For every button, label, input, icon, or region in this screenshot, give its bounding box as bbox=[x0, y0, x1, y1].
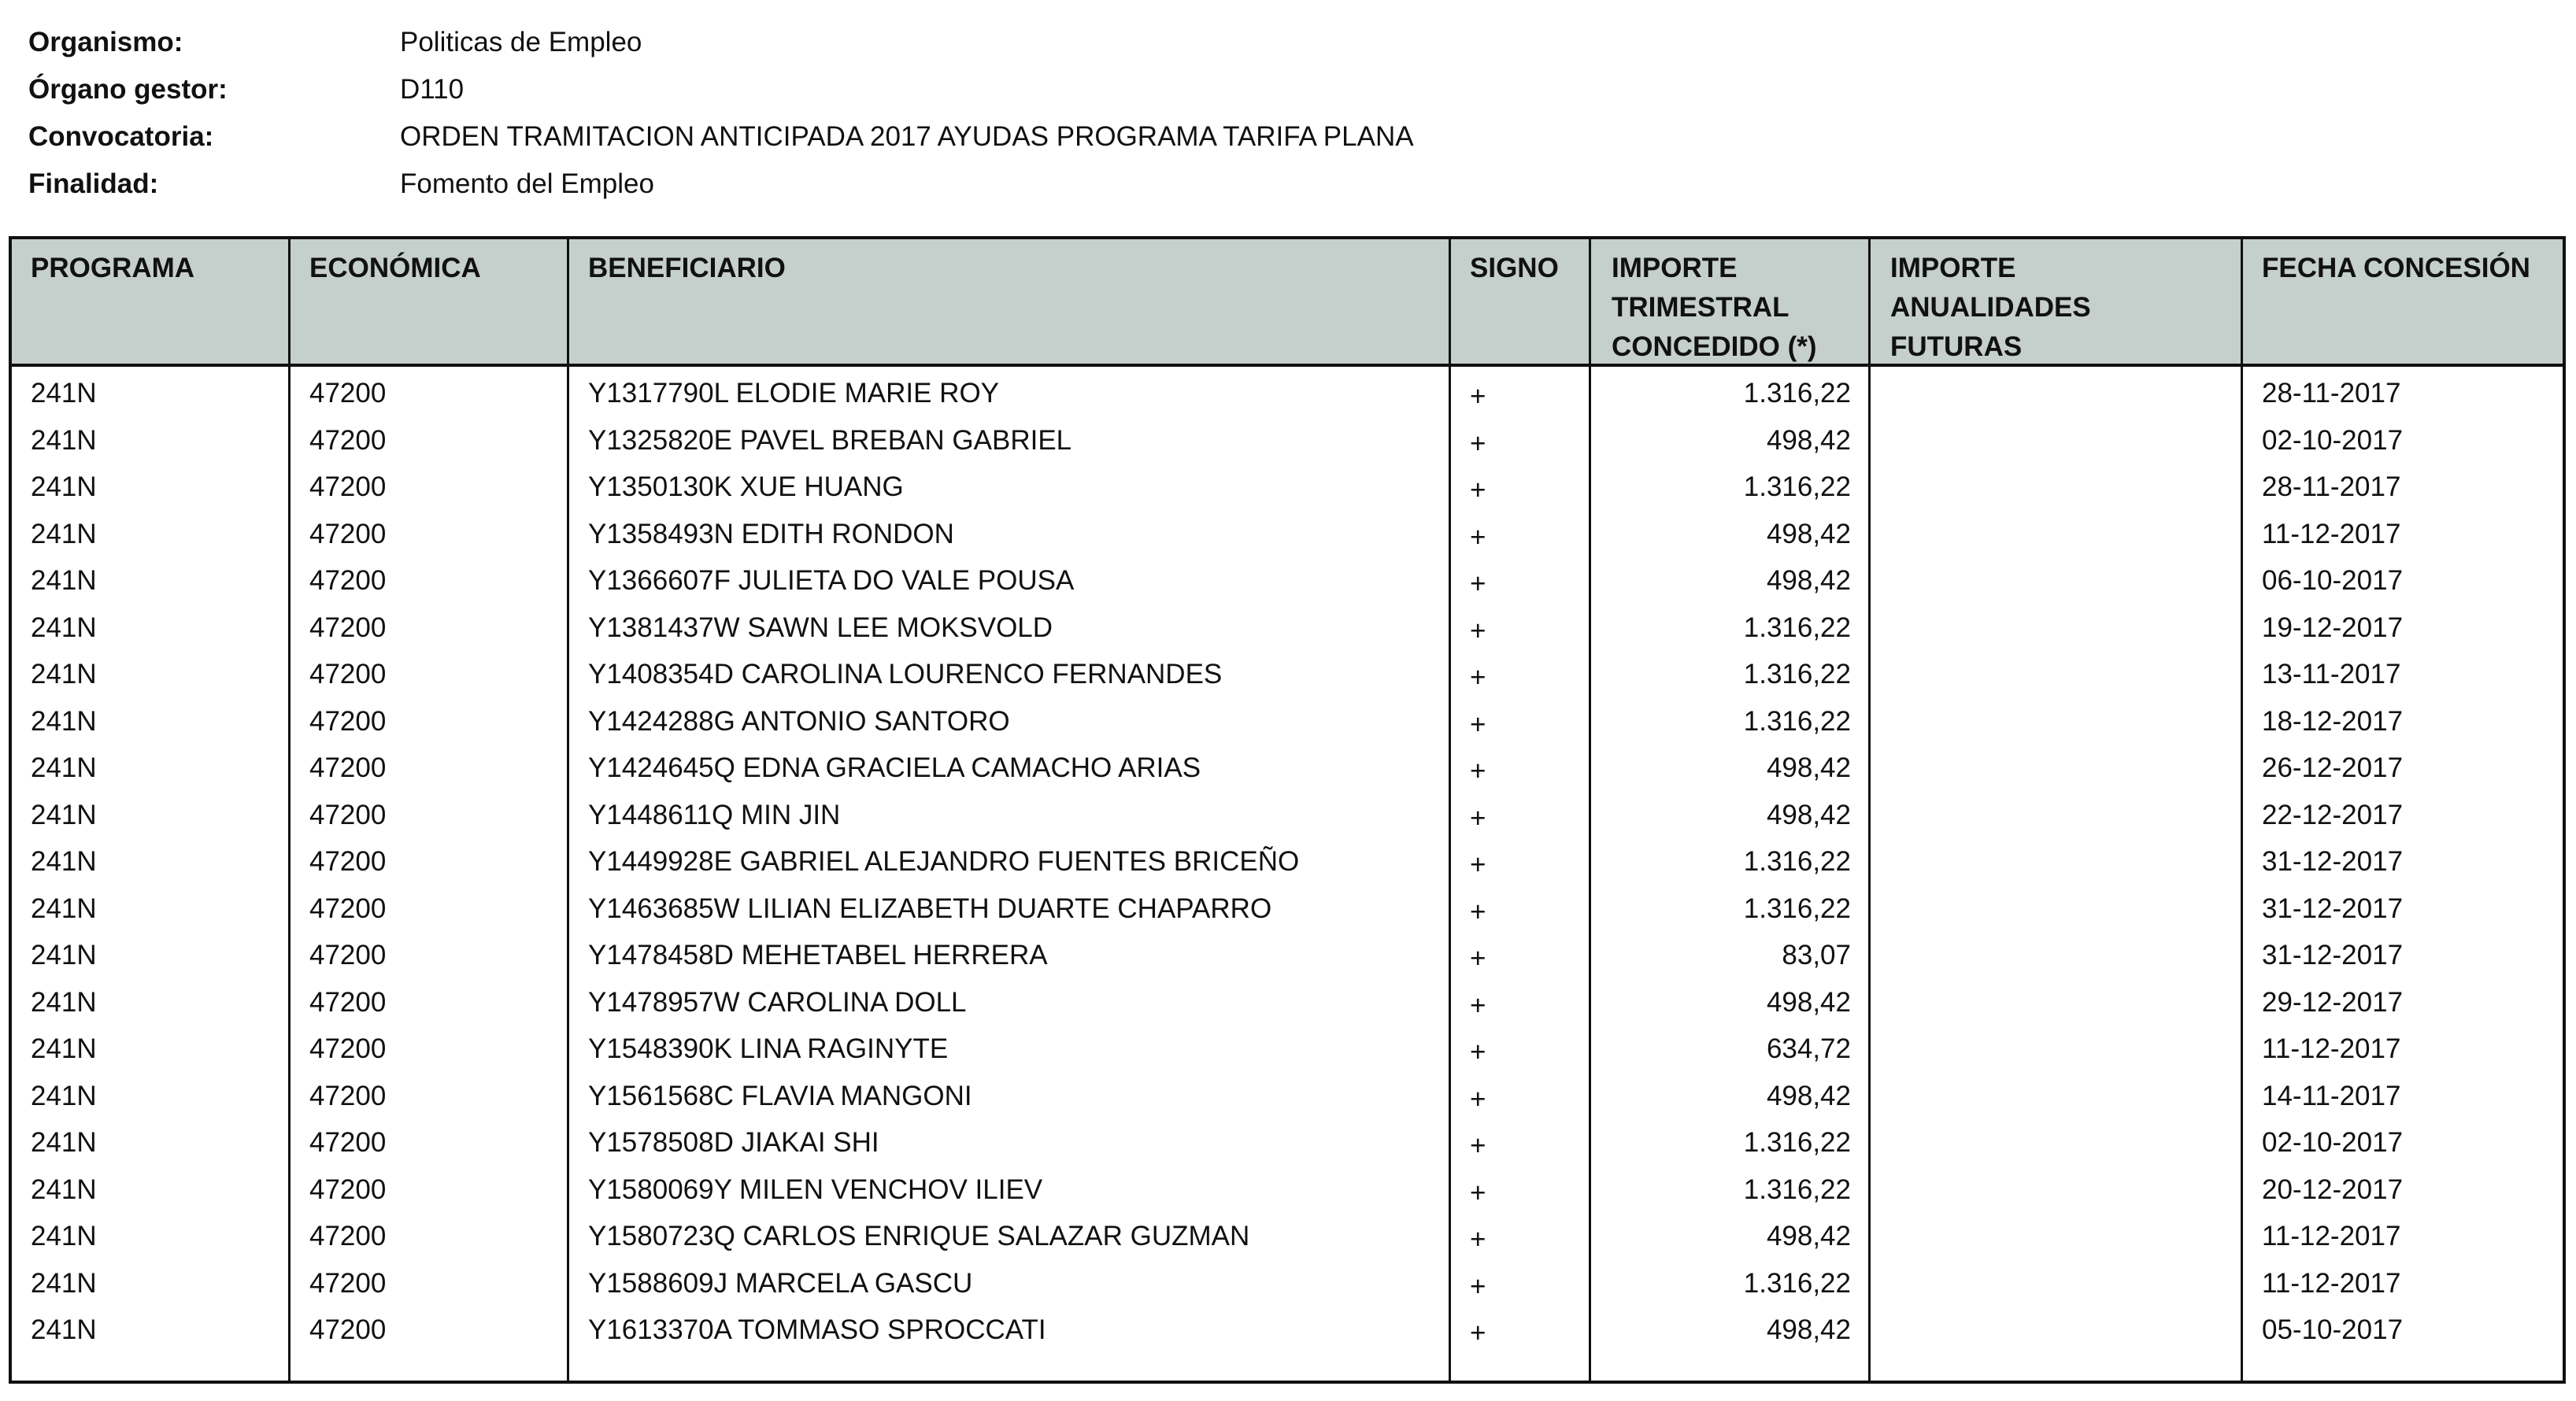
signo-cell: + bbox=[1470, 849, 1486, 880]
fecha-concesion-cell: 19-12-2017 bbox=[2262, 612, 2404, 643]
programa-cell: 241N bbox=[31, 752, 97, 783]
organismo-label: Organismo: bbox=[28, 27, 183, 57]
finalidad-value: Fomento del Empleo bbox=[400, 168, 654, 199]
table-row bbox=[12, 511, 2563, 558]
fecha-concesion-cell: 14-11-2017 bbox=[2262, 1080, 2401, 1111]
beneficiario-cell: Y1358493N EDITH RONDON bbox=[588, 518, 954, 549]
beneficiario-cell: Y1317790L ELODIE MARIE ROY bbox=[588, 378, 1000, 408]
signo-cell: + bbox=[1470, 568, 1486, 599]
programa-cell: 241N bbox=[31, 565, 97, 596]
beneficiario-cell: Y1580723Q CARLOS ENRIQUE SALAZAR GUZMAN bbox=[588, 1221, 1250, 1251]
economica-cell: 47200 bbox=[309, 799, 387, 830]
fecha-concesion-cell: 05-10-2017 bbox=[2262, 1314, 2404, 1345]
importe-trimestral-cell: 498,42 bbox=[1766, 1314, 1851, 1345]
column-header-fecha-concesion: FECHA CONCESIÓN bbox=[2262, 253, 2530, 283]
column-header-beneficiario: BENEFICIARIO bbox=[588, 253, 786, 283]
signo-cell: + bbox=[1470, 708, 1486, 740]
signo-cell: + bbox=[1470, 943, 1486, 974]
fecha-concesion-cell: 13-11-2017 bbox=[2262, 659, 2401, 689]
fecha-concesion-cell: 11-12-2017 bbox=[2262, 1221, 2401, 1251]
table-row bbox=[12, 370, 2563, 417]
column-header-programa: PROGRAMA bbox=[31, 253, 195, 283]
economica-cell: 47200 bbox=[309, 1174, 387, 1205]
importe-trimestral-cell: 1.316,22 bbox=[1743, 705, 1851, 737]
beneficiario-cell: Y1408354D CAROLINA LOURENCO FERNANDES bbox=[588, 659, 1223, 689]
fecha-concesion-cell: 31-12-2017 bbox=[2262, 893, 2404, 924]
organo-gestor-value: D110 bbox=[400, 74, 464, 105]
table-row bbox=[12, 838, 2563, 885]
economica-cell: 47200 bbox=[309, 1080, 387, 1111]
fecha-concesion-cell: 22-12-2017 bbox=[2262, 799, 2404, 830]
beneficiario-cell: Y1478957W CAROLINA DOLL bbox=[588, 986, 967, 1018]
economica-cell: 47200 bbox=[309, 471, 387, 502]
economica-cell: 47200 bbox=[309, 424, 387, 456]
economica-cell: 47200 bbox=[309, 752, 387, 783]
economica-cell: 47200 bbox=[309, 1314, 387, 1345]
signo-cell: + bbox=[1470, 1270, 1486, 1302]
fecha-concesion-cell: 28-11-2017 bbox=[2262, 378, 2401, 408]
table-row bbox=[12, 932, 2563, 979]
importe-trimestral-cell: 498,42 bbox=[1766, 986, 1851, 1018]
finalidad-label: Finalidad: bbox=[28, 168, 159, 199]
table-row bbox=[12, 417, 2563, 464]
table-row bbox=[12, 1119, 2563, 1166]
economica-cell: 47200 bbox=[309, 1221, 387, 1251]
table-row bbox=[12, 792, 2563, 839]
programa-cell: 241N bbox=[31, 1174, 97, 1205]
programa-cell: 241N bbox=[31, 799, 97, 830]
importe-trimestral-cell: 498,42 bbox=[1766, 1221, 1851, 1251]
economica-cell: 47200 bbox=[309, 1267, 387, 1299]
fecha-concesion-cell: 11-12-2017 bbox=[2262, 1033, 2401, 1064]
signo-cell: + bbox=[1470, 1318, 1486, 1348]
fecha-concesion-cell: 06-10-2017 bbox=[2262, 565, 2404, 596]
importe-trimestral-cell: 498,42 bbox=[1766, 752, 1851, 783]
fecha-concesion-cell: 29-12-2017 bbox=[2262, 986, 2404, 1018]
table-row bbox=[12, 698, 2563, 745]
beneficiario-cell: Y1448611Q MIN JIN bbox=[588, 799, 841, 830]
beneficiario-cell: Y1613370A TOMMASO SPROCCATI bbox=[588, 1314, 1046, 1345]
table-row bbox=[12, 604, 2563, 652]
table-row bbox=[12, 1213, 2563, 1260]
column-header-economica: ECONÓMICA bbox=[309, 253, 481, 283]
programa-cell: 241N bbox=[31, 1314, 97, 1345]
economica-cell: 47200 bbox=[309, 565, 387, 596]
table-row bbox=[12, 1073, 2563, 1120]
beneficiario-cell: Y1381437W SAWN LEE MOKSVOLD bbox=[588, 612, 1053, 643]
beneficiario-cell: Y1366607F JULIETA DO VALE POUSA bbox=[588, 565, 1075, 596]
organismo-value: Politicas de Empleo bbox=[400, 27, 642, 57]
importe-trimestral-cell: 498,42 bbox=[1766, 565, 1851, 596]
table-row bbox=[12, 745, 2563, 792]
programa-cell: 241N bbox=[31, 612, 97, 643]
column-header-importe-trimestral: IMPORTE TRIMESTRAL CONCEDIDO (*) bbox=[1612, 253, 1817, 362]
economica-cell: 47200 bbox=[309, 1127, 387, 1158]
table-row bbox=[12, 1260, 2563, 1307]
table-row bbox=[12, 885, 2563, 933]
table-row bbox=[12, 1026, 2563, 1073]
beneficiario-cell: Y1588609J MARCELA GASCU bbox=[588, 1267, 973, 1299]
signo-cell: + bbox=[1470, 1224, 1486, 1255]
beneficiario-cell: Y1478458D MEHETABEL HERRERA bbox=[588, 940, 1048, 970]
importe-trimestral-cell: 1.316,22 bbox=[1743, 1174, 1851, 1205]
programa-cell: 241N bbox=[31, 705, 97, 737]
beneficiario-cell: Y1548390K LINA RAGINYTE bbox=[588, 1033, 949, 1064]
table-row bbox=[12, 557, 2563, 604]
programa-cell: 241N bbox=[31, 846, 97, 877]
beneficiario-cell: Y1578508D JIAKAI SHI bbox=[588, 1127, 879, 1158]
programa-cell: 241N bbox=[31, 986, 97, 1018]
importe-trimestral-cell: 1.316,22 bbox=[1743, 378, 1851, 408]
beneficiario-cell: Y1561568C FLAVIA MANGONI bbox=[588, 1080, 972, 1111]
economica-cell: 47200 bbox=[309, 659, 387, 689]
table-row bbox=[12, 651, 2563, 698]
beneficiario-cell: Y1580069Y MILEN VENCHOV ILIEV bbox=[588, 1174, 1043, 1205]
fecha-concesion-cell: 28-11-2017 bbox=[2262, 471, 2401, 502]
economica-cell: 47200 bbox=[309, 1033, 387, 1064]
fecha-concesion-cell: 26-12-2017 bbox=[2262, 752, 2404, 783]
signo-cell: + bbox=[1470, 427, 1486, 459]
fecha-concesion-cell: 31-12-2017 bbox=[2262, 940, 2404, 970]
economica-cell: 47200 bbox=[309, 518, 387, 549]
signo-cell: + bbox=[1470, 989, 1486, 1021]
beneficiario-cell: Y1424645Q EDNA GRACIELA CAMACHO ARIAS bbox=[588, 752, 1201, 783]
fecha-concesion-cell: 11-12-2017 bbox=[2262, 518, 2401, 549]
importe-trimestral-cell: 1.316,22 bbox=[1743, 846, 1851, 877]
convocatoria-value: ORDEN TRAMITACION ANTICIPADA 2017 AYUDAS PROGRAMA TARIFA PLANA bbox=[400, 121, 1414, 152]
economica-cell: 47200 bbox=[309, 378, 387, 408]
programa-cell: 241N bbox=[31, 424, 97, 456]
importe-trimestral-cell: 1.316,22 bbox=[1743, 471, 1851, 502]
importe-trimestral-cell: 498,42 bbox=[1766, 1080, 1851, 1111]
importe-trimestral-cell: 1.316,22 bbox=[1743, 659, 1851, 689]
importe-trimestral-cell: 634,72 bbox=[1766, 1033, 1851, 1064]
column-header-importe-anualidades: IMPORTE ANUALIDADES FUTURAS bbox=[1890, 253, 2091, 362]
signo-cell: + bbox=[1470, 475, 1486, 505]
importe-trimestral-cell: 498,42 bbox=[1766, 518, 1851, 549]
programa-cell: 241N bbox=[31, 893, 97, 924]
programa-cell: 241N bbox=[31, 940, 97, 970]
signo-cell: + bbox=[1470, 615, 1486, 646]
economica-cell: 47200 bbox=[309, 705, 387, 737]
importe-trimestral-cell: 83,07 bbox=[1782, 940, 1851, 970]
beneficiaries-table bbox=[9, 236, 2566, 1384]
economica-cell: 47200 bbox=[309, 846, 387, 877]
fecha-concesion-cell: 20-12-2017 bbox=[2262, 1174, 2404, 1205]
fecha-concesion-cell: 31-12-2017 bbox=[2262, 846, 2404, 877]
fecha-concesion-cell: 11-12-2017 bbox=[2262, 1267, 2401, 1299]
beneficiario-cell: Y1463685W LILIAN ELIZABETH DUARTE CHAPARRO bbox=[588, 893, 1272, 924]
importe-trimestral-cell: 498,42 bbox=[1766, 799, 1851, 830]
organo-gestor-label: Órgano gestor: bbox=[28, 74, 228, 105]
fecha-concesion-cell: 18-12-2017 bbox=[2262, 705, 2404, 737]
importe-trimestral-cell: 498,42 bbox=[1766, 424, 1851, 456]
signo-cell: + bbox=[1470, 802, 1486, 834]
table-row bbox=[12, 1307, 2563, 1354]
economica-cell: 47200 bbox=[309, 612, 387, 643]
fecha-concesion-cell: 02-10-2017 bbox=[2262, 424, 2404, 456]
signo-cell: + bbox=[1470, 521, 1486, 553]
signo-cell: + bbox=[1470, 1130, 1486, 1161]
programa-cell: 241N bbox=[31, 1221, 97, 1251]
table-header bbox=[12, 239, 2563, 367]
convocatoria-label: Convocatoria: bbox=[28, 121, 214, 152]
signo-cell: + bbox=[1470, 1083, 1486, 1115]
signo-cell: + bbox=[1470, 662, 1486, 693]
programa-cell: 241N bbox=[31, 378, 97, 408]
importe-trimestral-cell: 1.316,22 bbox=[1743, 1267, 1851, 1299]
economica-cell: 47200 bbox=[309, 986, 387, 1018]
programa-cell: 241N bbox=[31, 1033, 97, 1064]
importe-trimestral-cell: 1.316,22 bbox=[1743, 893, 1851, 924]
signo-cell: + bbox=[1470, 756, 1486, 786]
programa-cell: 241N bbox=[31, 518, 97, 549]
column-header-signo: SIGNO bbox=[1470, 253, 1559, 283]
programa-cell: 241N bbox=[31, 1080, 97, 1111]
signo-cell: + bbox=[1470, 381, 1486, 412]
importe-trimestral-cell: 1.316,22 bbox=[1743, 612, 1851, 643]
programa-cell: 241N bbox=[31, 1127, 97, 1158]
table-row bbox=[12, 1166, 2563, 1214]
programa-cell: 241N bbox=[31, 471, 97, 502]
programa-cell: 241N bbox=[31, 659, 97, 689]
economica-cell: 47200 bbox=[309, 893, 387, 924]
economica-cell: 47200 bbox=[309, 940, 387, 970]
table-row bbox=[12, 979, 2563, 1026]
signo-cell: + bbox=[1470, 896, 1486, 927]
table-row bbox=[12, 464, 2563, 511]
beneficiario-cell: Y1350130K XUE HUANG bbox=[588, 471, 904, 502]
beneficiario-cell: Y1325820E PAVEL BREBAN GABRIEL bbox=[588, 424, 1072, 456]
signo-cell: + bbox=[1470, 1037, 1486, 1067]
signo-cell: + bbox=[1470, 1177, 1486, 1208]
fecha-concesion-cell: 02-10-2017 bbox=[2262, 1127, 2404, 1158]
beneficiario-cell: Y1424288G ANTONIO SANTORO bbox=[588, 705, 1010, 737]
importe-trimestral-cell: 1.316,22 bbox=[1743, 1127, 1851, 1158]
beneficiario-cell: Y1449928E GABRIEL ALEJANDRO FUENTES BRICEÑO bbox=[588, 846, 1300, 877]
programa-cell: 241N bbox=[31, 1267, 97, 1299]
